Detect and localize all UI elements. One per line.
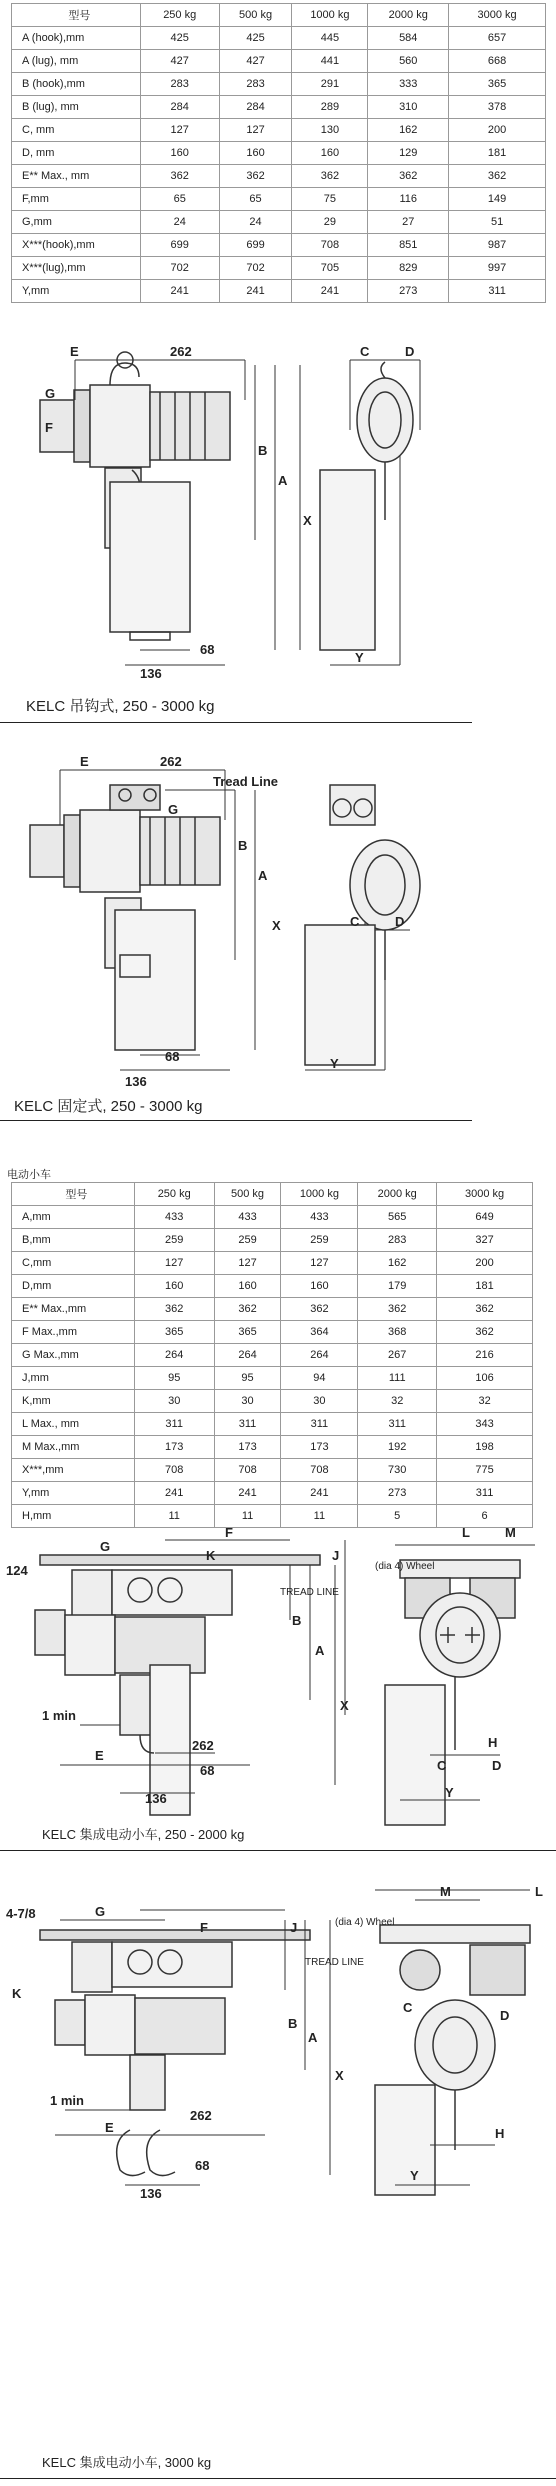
table-row [12,188,546,211]
row-label-cell: X***(lug),mm [12,257,141,280]
value-cell: 284 [140,96,219,119]
fig4-label-g: G [95,1904,106,1919]
fig4-label-x: X [335,2068,344,2083]
table-header-cell: 1000 kg [281,1183,358,1206]
row-label-cell: K,mm [12,1390,135,1413]
value-cell: 181 [449,142,546,165]
value-cell: 30 [281,1390,358,1413]
value-cell: 708 [214,1459,281,1482]
divider [0,1850,556,1851]
value-cell: 65 [219,188,292,211]
fig3-label-e: E [95,1748,104,1763]
value-cell: 362 [219,165,292,188]
value-cell: 11 [281,1505,358,1528]
row-label-cell: G,mm [12,211,141,234]
value-cell: 267 [358,1344,437,1367]
value-cell: 284 [219,96,292,119]
fig1-label-68: 68 [200,642,215,657]
value-cell: 362 [281,1298,358,1321]
table-row [12,1206,533,1229]
value-cell: 311 [449,280,546,303]
value-cell: 362 [292,165,368,188]
value-cell: 668 [449,50,546,73]
table-row [12,1275,533,1298]
value-cell: 433 [281,1206,358,1229]
table-row [12,1390,533,1413]
fig2-label-x: X [272,918,281,933]
figure4-caption: KELC 集成电动小车, 3000 kg [42,2455,212,2470]
fig4-label-68: 68 [195,2158,210,2173]
table-row [12,1252,533,1275]
value-cell: 708 [281,1459,358,1482]
fig1-label-y: Y [355,650,364,665]
fig3-label-l: L [462,1525,470,1540]
table-row [12,165,546,188]
table-row [12,257,546,280]
fig2-label-c: C [350,914,360,929]
table-row [12,234,546,257]
fig4-label-262: 262 [190,2108,212,2123]
value-cell: 241 [140,280,219,303]
value-cell: 343 [437,1413,533,1436]
fig3-label-124: 124 [6,1563,28,1578]
value-cell: 699 [219,234,292,257]
value-cell: 362 [449,165,546,188]
value-cell: 433 [134,1206,214,1229]
value-cell: 997 [449,257,546,280]
value-cell: 273 [358,1482,437,1505]
row-label-cell: B,mm [12,1229,135,1252]
value-cell: 259 [214,1229,281,1252]
table-row [12,119,546,142]
value-cell: 311 [281,1413,358,1436]
row-label-cell: D, mm [12,142,141,165]
value-cell: 162 [358,1252,437,1275]
fig4-label-4-7-8: 4-7/8 [6,1906,36,1921]
table-header-cell: 500 kg [219,4,292,27]
table-row [12,142,546,165]
fig4-label-c: C [403,2000,413,2015]
value-cell: 433 [214,1206,281,1229]
value-cell: 27 [368,211,449,234]
figure2-caption: KELC 固定式, 250 - 3000 kg [14,1098,203,1115]
diagram-trolley-250-2000 [0,1525,556,1805]
row-label-cell: F Max.,mm [12,1321,135,1344]
table-header-cell: 3000 kg [437,1183,533,1206]
row-label-cell: M Max.,mm [12,1436,135,1459]
value-cell: 216 [437,1344,533,1367]
value-cell: 30 [134,1390,214,1413]
fig3-label-tread-line: TREAD LINE [280,1587,339,1598]
value-cell: 310 [368,96,449,119]
fig1-label-f: F [45,420,53,435]
value-cell: 130 [292,119,368,142]
table-row [12,1321,533,1344]
value-cell: 173 [134,1436,214,1459]
table-row [12,50,546,73]
fig3-label-j: J [332,1548,340,1563]
fig3-label-y: Y [445,1785,454,1800]
value-cell: 160 [140,142,219,165]
value-cell: 264 [134,1344,214,1367]
fig2-label-262: 262 [160,754,182,769]
value-cell: 441 [292,50,368,73]
row-label-cell: J,mm [12,1367,135,1390]
value-cell: 94 [281,1367,358,1390]
value-cell: 129 [368,142,449,165]
fig2-label-g: G [168,802,179,817]
row-label-cell: A,mm [12,1206,135,1229]
row-label-cell: C,mm [12,1252,135,1275]
value-cell: 241 [134,1482,214,1505]
table-row [12,1344,533,1367]
table-header-cell: 2000 kg [358,1183,437,1206]
fig2-label-y: Y [330,1056,339,1071]
value-cell: 775 [437,1459,533,1482]
table-header-row [12,4,546,27]
fig3-label-x: X [340,1698,349,1713]
row-label-cell: H,mm [12,1505,135,1528]
value-cell: 116 [368,188,449,211]
table-row [12,27,546,50]
spec-table-trolley [11,1182,533,1528]
value-cell: 708 [134,1459,214,1482]
table-row [12,96,546,119]
fig3-label-68: 68 [200,1763,215,1778]
table-row [12,1459,533,1482]
value-cell: 259 [134,1229,214,1252]
value-cell: 30 [214,1390,281,1413]
value-cell: 364 [281,1321,358,1344]
row-label-cell: A (lug), mm [12,50,141,73]
value-cell: 425 [219,27,292,50]
value-cell: 241 [219,280,292,303]
table-header-cell: 250 kg [140,4,219,27]
row-label-cell: Y,mm [12,280,141,303]
fig3-label-h: H [488,1735,498,1750]
value-cell: 173 [281,1436,358,1459]
fig2-label-a: A [258,868,268,883]
row-label-cell: Y,mm [12,1482,135,1505]
value-cell: 106 [437,1367,533,1390]
fig3-label-262: 262 [192,1738,214,1753]
fig3-label-1min: 1 min [42,1708,76,1723]
value-cell: 200 [437,1252,533,1275]
fig3-label-k: K [206,1548,216,1563]
fig3-label-c: C [437,1758,447,1773]
fig4-label-m: M [440,1884,451,1899]
value-cell: 162 [368,119,449,142]
table-row [12,1413,533,1436]
fig3-label-136: 136 [145,1791,167,1806]
value-cell: 5 [358,1505,437,1528]
fig3-label-g: G [100,1539,111,1554]
row-label-cell: X***(hook),mm [12,234,141,257]
fig1-label-262: 262 [170,344,192,359]
value-cell: 32 [358,1390,437,1413]
value-cell: 445 [292,27,368,50]
fig4-label-k: K [12,1986,22,2001]
value-cell: 311 [214,1413,281,1436]
value-cell: 32 [437,1390,533,1413]
fig4-label-wheel: (dia 4) Wheel [335,1917,395,1928]
value-cell: 24 [140,211,219,234]
value-cell: 565 [358,1206,437,1229]
table-header-cell: 3000 kg [449,4,546,27]
fig3-label-m: M [505,1525,516,1540]
value-cell: 241 [281,1482,358,1505]
row-label-cell: X***,mm [12,1459,135,1482]
value-cell: 127 [281,1252,358,1275]
figure1-caption: KELC 吊钩式, 250 - 3000 kg [26,698,215,715]
value-cell: 699 [140,234,219,257]
row-label-cell: B (hook),mm [12,73,141,96]
diagram-hook-mounted [0,340,556,680]
divider [0,1120,472,1121]
table-row [12,1436,533,1459]
fig2-label-b: B [238,838,248,853]
table-row [12,1482,533,1505]
fig3-label-wheel: (dia 4) Wheel [375,1561,435,1572]
value-cell: 708 [292,234,368,257]
row-label-cell: G Max.,mm [12,1344,135,1367]
fig1-label-a: A [278,473,288,488]
value-cell: 425 [140,27,219,50]
fig3-label-d: D [492,1758,502,1773]
value-cell: 160 [214,1275,281,1298]
value-cell: 75 [292,188,368,211]
fig4-label-a: A [308,2030,318,2045]
fig4-label-1min: 1 min [50,2093,84,2108]
table-row [12,1367,533,1390]
value-cell: 149 [449,188,546,211]
fig2-label-e: E [80,754,89,769]
row-label-cell: E** Max.,mm [12,1298,135,1321]
value-cell: 29 [292,211,368,234]
value-cell: 362 [140,165,219,188]
value-cell: 311 [358,1413,437,1436]
value-cell: 362 [214,1298,281,1321]
table-row [12,73,546,96]
value-cell: 24 [219,211,292,234]
fig3-label-b: B [292,1613,302,1628]
fig1-label-x: X [303,513,312,528]
fig1-label-d: D [405,344,415,359]
fig4-label-e: E [105,2120,114,2135]
table-header-cell: 型号 [12,4,141,27]
value-cell: 51 [449,211,546,234]
fig2-label-136: 136 [125,1074,147,1089]
value-cell: 362 [134,1298,214,1321]
fig1-label-g: G [45,386,56,401]
fig1-label-c: C [360,344,370,359]
row-label-cell: C, mm [12,119,141,142]
value-cell: 95 [214,1367,281,1390]
value-cell: 362 [437,1321,533,1344]
value-cell: 289 [292,96,368,119]
table-row [12,1298,533,1321]
value-cell: 160 [292,142,368,165]
table-header-cell: 1000 kg [292,4,368,27]
value-cell: 127 [214,1252,281,1275]
diagram-fixed-mounted [0,750,556,1089]
table-header-row [12,1183,533,1206]
value-cell: 365 [134,1321,214,1344]
fig1-label-e: E [70,344,79,359]
fig4-label-b: B [288,2016,298,2031]
value-cell: 160 [281,1275,358,1298]
value-cell: 160 [219,142,292,165]
value-cell: 365 [214,1321,281,1344]
value-cell: 6 [437,1505,533,1528]
value-cell: 65 [140,188,219,211]
value-cell: 362 [358,1298,437,1321]
fig4-label-tread-line: TREAD LINE [305,1957,364,1968]
spec-table-hoist [11,3,546,303]
fig2-label-d: D [395,914,405,929]
row-label-cell: B (lug), mm [12,96,141,119]
fig1-label-136: 136 [140,666,162,681]
row-label-cell: F,mm [12,188,141,211]
value-cell: 584 [368,27,449,50]
value-cell: 378 [449,96,546,119]
value-cell: 311 [134,1413,214,1436]
fig3-label-f: F [225,1525,233,1540]
value-cell: 705 [292,257,368,280]
section-title-electric-trolley: 电动小车 [7,1169,51,1181]
value-cell: 327 [437,1229,533,1252]
value-cell: 649 [437,1206,533,1229]
value-cell: 291 [292,73,368,96]
value-cell: 283 [219,73,292,96]
value-cell: 333 [368,73,449,96]
table-row [12,1229,533,1252]
value-cell: 192 [358,1436,437,1459]
row-label-cell: D,mm [12,1275,135,1298]
value-cell: 127 [219,119,292,142]
table-header-cell: 2000 kg [368,4,449,27]
value-cell: 181 [437,1275,533,1298]
value-cell: 264 [281,1344,358,1367]
value-cell: 127 [140,119,219,142]
value-cell: 311 [437,1482,533,1505]
value-cell: 173 [214,1436,281,1459]
row-label-cell: A (hook),mm [12,27,141,50]
value-cell: 11 [134,1505,214,1528]
table-row [12,211,546,234]
fig4-label-l: L [535,1884,543,1899]
value-cell: 427 [140,50,219,73]
value-cell: 264 [214,1344,281,1367]
value-cell: 362 [437,1298,533,1321]
fig4-label-136: 136 [140,2186,162,2201]
table-header-cell: 250 kg [134,1183,214,1206]
value-cell: 111 [358,1367,437,1390]
value-cell: 160 [134,1275,214,1298]
value-cell: 657 [449,27,546,50]
value-cell: 851 [368,234,449,257]
value-cell: 362 [368,165,449,188]
fig4-label-j: J [290,1920,298,1935]
fig1-label-b: B [258,443,268,458]
value-cell: 198 [437,1436,533,1459]
value-cell: 829 [368,257,449,280]
row-label-cell: L Max., mm [12,1413,135,1436]
value-cell: 241 [292,280,368,303]
fig4-label-y: Y [410,2168,419,2183]
value-cell: 273 [368,280,449,303]
value-cell: 95 [134,1367,214,1390]
fig3-label-a: A [315,1643,325,1658]
fig2-label-68: 68 [165,1049,180,1064]
table-header-cell: 500 kg [214,1183,281,1206]
fig2-label-tread-line: Tread Line [213,774,279,789]
table-header-cell: 型号 [12,1183,135,1206]
value-cell: 11 [214,1505,281,1528]
table-row [12,280,546,303]
divider [0,2478,556,2479]
value-cell: 127 [134,1252,214,1275]
fig4-label-h: H [495,2126,505,2141]
value-cell: 179 [358,1275,437,1298]
value-cell: 702 [219,257,292,280]
value-cell: 259 [281,1229,358,1252]
divider [0,722,472,723]
value-cell: 987 [449,234,546,257]
value-cell: 702 [140,257,219,280]
value-cell: 283 [358,1229,437,1252]
value-cell: 427 [219,50,292,73]
row-label-cell: E** Max., mm [12,165,141,188]
value-cell: 283 [140,73,219,96]
value-cell: 241 [214,1482,281,1505]
value-cell: 365 [449,73,546,96]
value-cell: 368 [358,1321,437,1344]
fig4-label-f: F [200,1920,208,1935]
value-cell: 730 [358,1459,437,1482]
figure3-caption: KELC 集成电动小车, 250 - 2000 kg [42,1827,245,1842]
value-cell: 560 [368,50,449,73]
fig4-label-d: D [500,2008,510,2023]
value-cell: 200 [449,119,546,142]
diagram-trolley-3000 [0,1880,556,2200]
